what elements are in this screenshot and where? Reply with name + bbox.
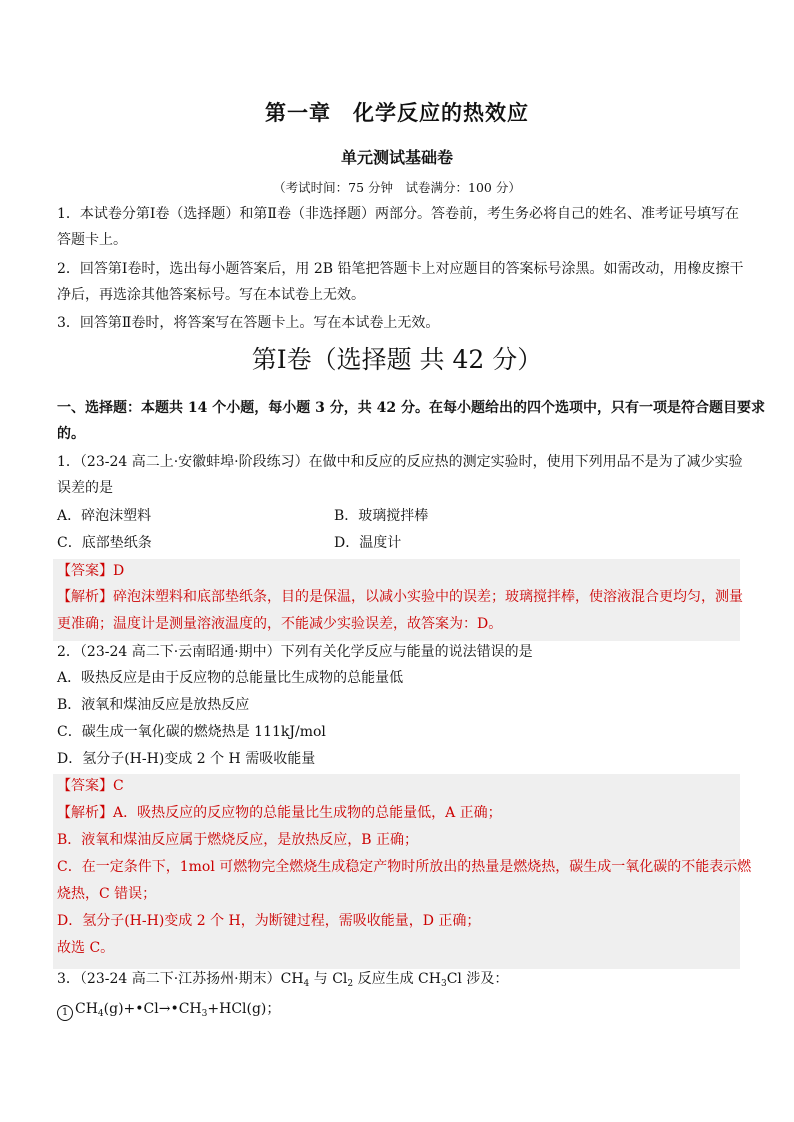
q3-eq-part-c: +HCl(g)； <box>207 1001 281 1017</box>
q3-connector: 与 <box>309 971 333 987</box>
q3-mid-text: 反应生成 <box>353 971 419 987</box>
q1-option-b: B．玻璃搅拌棒 <box>334 508 429 524</box>
q2-option-b: B．液氧和煤油反应是放热反应 <box>57 697 250 713</box>
circled-number-icon: 1 <box>57 1005 73 1021</box>
q2-option-c: C．碳生成一氧化碳的燃烧热是 111kJ/mol <box>57 724 326 740</box>
page-subtitle: 单元测试基础卷 <box>340 148 453 167</box>
q1-option-d: D．温度计 <box>334 535 402 551</box>
q3-eq-part-a: CH <box>75 1001 98 1017</box>
q2-analysis-c-line-1: C．在一定条件下，1mol 可燃物完全燃烧生成稳定产物时所放出的热量是燃烧热，碳生成一氧化碳的不能表示燃 <box>57 859 752 875</box>
q2-analysis-d: D．氢分子(H-H)变成 2 个 H，为断键过程，需吸收能量，D 正确； <box>57 913 481 929</box>
instruction-1-line-1: 1．本试卷分第Ⅰ卷（选择题）和第Ⅱ卷（非选择题）两部分。答卷前，考生务必将自己的姓名、准考证号填写在 <box>57 206 739 222</box>
q2-analysis-tag: 【解析】 <box>57 805 113 821</box>
q1-stem-line-1: 1．（23-24 高二上·安徽蚌埠·阶段练习）在做中和反应的反应热的测定实验时，使用下列用品不是为了减少实验 <box>57 454 743 470</box>
q1-option-c: C．底部垫纸条 <box>57 535 152 551</box>
q2-conclusion: 故选 C。 <box>57 940 115 956</box>
section-intro-line-1: 一、选择题：本题共 14 个小题，每小题 3 分，共 42 分。在每小题给出的四个选项中，只有一项是符合题目要求 <box>57 400 765 416</box>
q1-answer: 【答案】D <box>57 563 125 579</box>
q2-option-a: A．吸热反应是由于反应物的总能量比生成物的总能量低 <box>57 670 404 686</box>
q3-eq-part-b: (g)+•Cl→•CH <box>103 1001 202 1017</box>
q3-stem <box>57 969 508 994</box>
q3-cl2-sub: 2 <box>347 979 354 989</box>
q3-ch3cl-b: Cl <box>446 971 462 987</box>
q3-eq-sub3: 3 <box>201 1009 208 1019</box>
q3-ch3cl-a: CH <box>418 971 441 987</box>
q2-answer: 【答案】C <box>57 778 124 794</box>
section-intro-line-2: 的。 <box>57 426 85 442</box>
page-title: 第一章 化学反应的热效应 <box>265 101 529 125</box>
q2-analysis-c-line-2: 烧热，C 错误； <box>57 886 157 902</box>
q1-analysis-text-1: 碎泡沫塑料和底部垫纸条，目的是保温，以减小实验中的误差；玻璃搅拌棒，使溶液混合更均匀，测量 <box>113 589 743 605</box>
q3-equation-1 <box>57 999 280 1024</box>
exam-info: （考试时间：75 分钟 试卷满分：100 分） <box>273 180 521 195</box>
q2-option-d: D．氢分子(H-H)变成 2 个 H 需吸收能量 <box>57 751 316 767</box>
q2-analysis-a <box>57 803 502 823</box>
q3-cl2: Cl <box>332 971 348 987</box>
q2-stem: 2．（23-24 高二下·云南昭通·期中）下列有关化学反应与能量的说法错误的是 <box>57 644 533 660</box>
q3-stem-prefix: 3．（23-24 高二下·江苏扬州·期末） <box>57 971 281 987</box>
instruction-3: 3．回答第Ⅱ卷时，将答案写在答题卡上。写在本试卷上无效。 <box>57 315 440 331</box>
q1-analysis-tag: 【解析】 <box>57 589 113 605</box>
section-title: 第Ⅰ卷（选择题 共 42 分） <box>251 345 543 374</box>
q2-analysis-a-text: A．吸热反应的反应物的总能量比生成物的总能量低，A 正确； <box>113 805 502 821</box>
q1-stem-line-2: 误差的是 <box>57 480 113 496</box>
q1-analysis-line-2: 更准确；温度计是测量溶液温度的，不能减少实验误差，故答案为：D。 <box>57 616 503 632</box>
q3-eq-sub4: 4 <box>97 1009 104 1019</box>
instruction-1-line-2: 答题卡上。 <box>57 232 127 248</box>
q2-analysis-b: B．液氧和煤油反应属于燃烧反应，是放热反应，B 正确； <box>57 832 419 848</box>
q3-ch3cl-sub: 3 <box>440 979 447 989</box>
q3-ch4-sub: 4 <box>303 979 310 989</box>
instruction-2-line-1: 2．回答第Ⅰ卷时，选出每小题答案后，用 2B 铅笔把答题卡上对应题目的答案标号涂黑。如需改动，用橡皮擦干 <box>57 261 744 277</box>
q1-option-a: A．碎泡沫塑料 <box>57 508 152 524</box>
q3-suffix: 涉及： <box>461 971 509 987</box>
q3-ch4: CH <box>280 971 304 987</box>
instruction-2-line-2: 净后，再选涂其他答案标号。写在本试卷上无效。 <box>57 287 365 303</box>
q1-analysis-line-1 <box>57 587 743 607</box>
